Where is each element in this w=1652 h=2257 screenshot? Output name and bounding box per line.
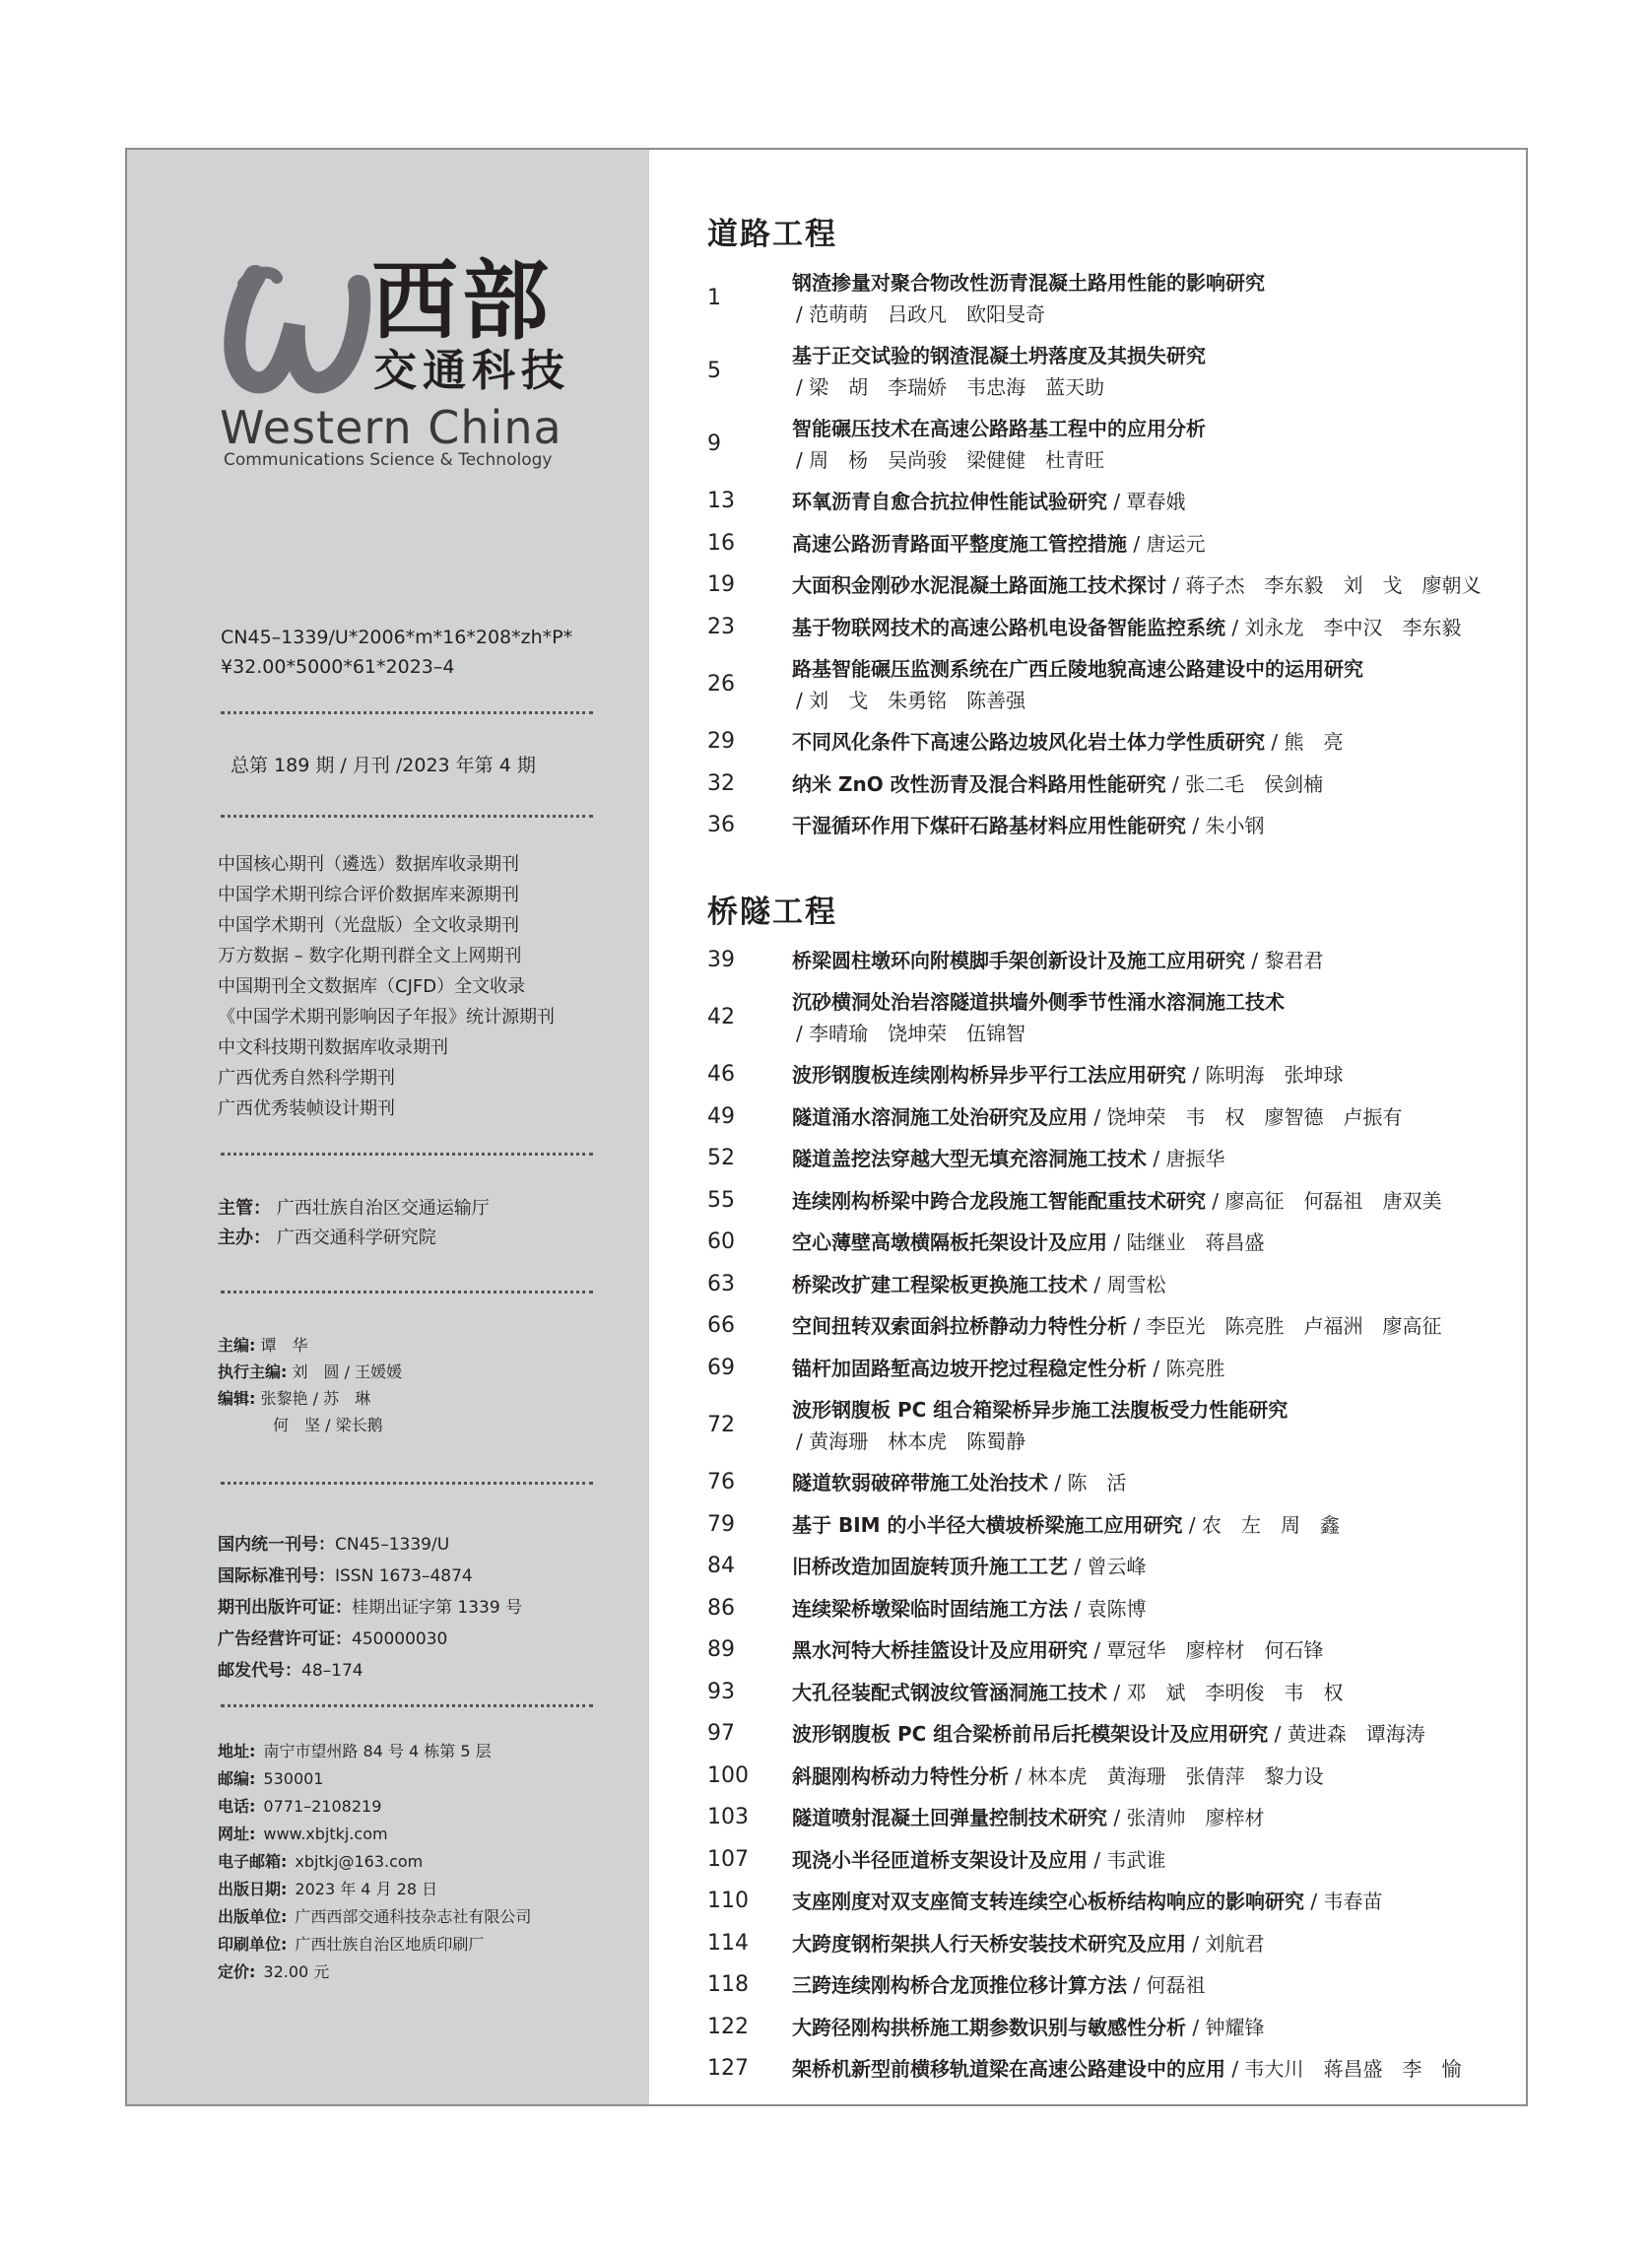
toc-article-title[interactable]: 干湿循环作用下煤矸石路基材料应用性能研究 [792, 814, 1186, 837]
toc-entry[interactable] [707, 987, 1515, 1048]
toc-authors: / 农 左 周 鑫 [1182, 1512, 1340, 1537]
toc-authors: / 覃春娥 [1107, 490, 1186, 513]
toc-entry[interactable] [707, 654, 1515, 715]
supervisor-value: 广西壮族自治区交通运输厅 [276, 1198, 490, 1219]
toc-page-number: 89 [707, 1637, 735, 1662]
toc-page-number: 69 [707, 1355, 735, 1380]
toc-page-number: 23 [707, 614, 735, 639]
toc-line [792, 487, 1185, 516]
contact-row [218, 1958, 612, 1986]
toc-authors: / 李晴瑜 饶坤荣 伍锦智 [796, 1022, 1026, 1045]
registration-row [218, 1624, 612, 1655]
organization [218, 1194, 612, 1253]
toc-page-number: 42 [707, 1005, 735, 1029]
registration-row [218, 1529, 612, 1560]
toc-article-title[interactable]: 基于正交试验的钢渣混凝土坍落度及其损失研究 [792, 344, 1206, 367]
toc-authors: / 蒋子杰 李东毅 刘 戈 廖朝义 [1166, 573, 1482, 597]
toc-entry[interactable] [707, 1761, 1515, 1791]
toc-authors: / 曾云峰 [1068, 1555, 1147, 1578]
toc-line [792, 1594, 1146, 1624]
indexing-list [218, 849, 612, 1124]
indexing-item: 广西优秀自然科学期刊 [218, 1068, 395, 1089]
toc-entry[interactable] [707, 2054, 1515, 2084]
toc-authors: / 覃冠华 廖梓材 何石锋 [1088, 1638, 1324, 1662]
toc-entry[interactable] [707, 1929, 1515, 1958]
page-frame [125, 148, 1528, 2106]
toc-page-number: 29 [707, 729, 735, 754]
toc-entry[interactable] [707, 341, 1515, 402]
registration-value: CN45–1339/U [335, 1535, 450, 1555]
toc-entry[interactable] [707, 1719, 1515, 1749]
toc-page-number: 63 [707, 1271, 735, 1296]
exec-editor-line [218, 1359, 612, 1385]
toc-authors: / 袁陈博 [1068, 1596, 1147, 1621]
toc-line [792, 1102, 1402, 1132]
toc-authors: / 陈亮胜 [1147, 1356, 1225, 1380]
toc-authors: / 周 杨 吴尚骏 梁健健 杜青旺 [796, 448, 1105, 472]
supervisor-line [218, 1194, 612, 1224]
toc-page-number: 36 [707, 813, 735, 837]
toc-article-title[interactable]: 桥梁改扩建工程梁板更换施工技术 [792, 1272, 1088, 1296]
toc-page-number: 93 [707, 1679, 735, 1704]
dotted-divider [221, 815, 593, 818]
toc-article-title[interactable]: 桥梁圆柱墩环向附模脚手架创新设计及施工应用研究 [792, 948, 1245, 972]
logo-subname-en: Communications Science & Technology [224, 450, 553, 470]
toc-line [792, 613, 1461, 642]
toc-article-title[interactable]: 空间扭转双索面斜拉桥静动力特性分析 [792, 1314, 1127, 1338]
toc-page-number: 72 [707, 1413, 735, 1437]
toc-article-title[interactable]: 隧道盖挖法穿越大型无填充溶洞施工技术 [792, 1147, 1147, 1170]
toc-authors: / 韦武谁 [1088, 1847, 1166, 1872]
toc-article-title[interactable]: 波形钢腹板连续刚构桥异步平行工法应用研究 [792, 1063, 1186, 1087]
registration-info [218, 1529, 612, 1687]
registration-value: 48–174 [301, 1661, 363, 1681]
toc-page-number: 5 [707, 359, 721, 383]
registration-value: 桂期出证字第 1339 号 [352, 1598, 523, 1618]
toc-line [792, 529, 1205, 559]
contact-value: 530001 [263, 1769, 324, 1788]
dotted-divider [221, 1291, 593, 1294]
toc-article-title[interactable]: 架桥机新型前横移轨道梁在高速公路建设中的应用 [792, 2057, 1225, 2081]
toc-authors: / 陈明海 张坤球 [1186, 1063, 1344, 1087]
contact-value: www.xbjtkj.com [263, 1825, 388, 1843]
contact-value: 南宁市望州路 84 号 4 栋第 5 层 [263, 1742, 492, 1760]
toc-article-title[interactable]: 连续梁桥墩梁临时固结施工方法 [792, 1596, 1068, 1621]
indexing-item: 广西优秀装帧设计期刊 [218, 1098, 395, 1119]
publication-code-line1: CN45–1339/U*2006*m*16*208*zh*P* [221, 627, 573, 648]
registration-label: 邮发代号： [218, 1661, 301, 1681]
toc-page-number: 103 [707, 1805, 749, 1829]
toc-entry[interactable] [707, 1270, 1515, 1299]
section-title: 桥隧工程 [707, 894, 837, 930]
contact-label: 邮编: [218, 1769, 256, 1788]
registration-label: 国内统一刊号： [218, 1535, 335, 1555]
toc-line [792, 414, 1206, 443]
toc-authors: / 熊 亮 [1265, 730, 1344, 754]
contact-value: 2023 年 4 月 28 日 [295, 1880, 438, 1898]
toc-authors: / 邓 斌 李明俊 韦 权 [1107, 1680, 1344, 1704]
toc-line [792, 987, 1285, 1017]
dotted-divider [221, 1704, 593, 1707]
sponsor-value: 广西交通科学研究院 [276, 1228, 436, 1248]
toc-authors: / 刘 戈 朱勇铭 陈善强 [796, 689, 1026, 712]
toc-entry[interactable] [707, 1144, 1515, 1173]
toc-article-title[interactable]: 隧道软弱破碎带施工处治技术 [792, 1471, 1048, 1494]
toc-authors: / 何磊祖 [1127, 1973, 1206, 1997]
toc-entry[interactable] [707, 769, 1515, 799]
toc-authors: / 刘永龙 李中汉 李东毅 [1225, 615, 1462, 639]
editors-line-2: 何 坚 / 梁长鹅 [273, 1416, 383, 1434]
sidebar [127, 150, 649, 2104]
toc-entry[interactable] [707, 946, 1515, 975]
toc-authors: / 黄进森 谭海涛 [1268, 1722, 1425, 1746]
toc-authors: / 刘航君 [1186, 1931, 1265, 1956]
toc-entry[interactable] [707, 1678, 1515, 1707]
contact-label: 地址: [218, 1742, 256, 1760]
toc-authors: / 梁 胡 李瑞娇 韦忠海 蓝天助 [796, 375, 1105, 399]
registration-value: 450000030 [352, 1629, 448, 1649]
toc-entry[interactable] [707, 529, 1515, 559]
toc-line [792, 1970, 1205, 2000]
toc-line [792, 1678, 1343, 1707]
toc-article-title[interactable]: 基于物联网技术的高速公路机电设备智能监控系统 [792, 615, 1225, 639]
toc-article-title[interactable]: 路基智能碾压监测系统在广西丘陵地貌高速公路建设中的运用研究 [792, 657, 1363, 681]
toc-authors: / 李臣光 陈亮胜 卢福洲 廖高征 [1127, 1314, 1442, 1338]
toc-entry[interactable] [707, 613, 1515, 642]
toc-page-number: 19 [707, 572, 735, 597]
toc-authors: / 陈 活 [1048, 1471, 1127, 1494]
toc-line [792, 1845, 1165, 1875]
toc-entry[interactable] [707, 1102, 1515, 1132]
toc-line [792, 1929, 1264, 1958]
toc-page-number: 52 [707, 1146, 735, 1170]
registration-value: ISSN 1673–4874 [335, 1566, 473, 1586]
toc-page-number: 84 [707, 1554, 735, 1578]
toc-page-number: 110 [707, 1889, 749, 1913]
editors [218, 1332, 612, 1438]
toc-authors: / 唐运元 [1127, 531, 1206, 556]
editors-label: 编辑: [218, 1389, 256, 1408]
toc-article-title[interactable]: 空心薄壁高墩横隔板托架设计及应用 [792, 1230, 1107, 1254]
sponsor-label: 主办： [218, 1228, 271, 1248]
toc-page-number: 79 [707, 1511, 735, 1537]
toc-line [792, 2054, 1461, 2084]
contact-row [218, 1931, 612, 1958]
toc-article-title[interactable]: 基于 BIM 的小半径大横坡桥梁施工应用研究 [792, 1512, 1183, 1537]
toc-authors: / 张二毛 侯剑楠 [1165, 771, 1324, 796]
toc-page-number: 66 [707, 1313, 735, 1338]
logo-w-mark-icon [216, 256, 373, 404]
contact-row [218, 1876, 612, 1903]
exec-editor-value: 刘 圆 / 王媛媛 [292, 1362, 403, 1381]
registration-row [218, 1655, 612, 1687]
toc-authors: / 钟耀锋 [1186, 2015, 1265, 2039]
toc-line [792, 1761, 1323, 1791]
toc-article-title[interactable]: 高速公路沥青路面平整度施工管控措施 [792, 531, 1127, 556]
toc-page-number: 107 [707, 1846, 749, 1872]
toc-line [792, 1186, 1441, 1216]
toc-entry[interactable] [707, 487, 1515, 516]
toc-article-title[interactable]: 不同风化条件下高速公路边坡风化岩土体力学性质研究 [792, 730, 1265, 754]
registration-label: 期刊出版许可证： [218, 1598, 352, 1618]
toc-page-number: 1 [707, 286, 721, 310]
toc-article-title[interactable]: 钢渣掺量对聚合物改性沥青混凝土路用性能的影响研究 [792, 271, 1265, 295]
contact-row [218, 1821, 612, 1848]
toc-article-title[interactable]: 连续刚构桥梁中跨合龙段施工智能配重技术研究 [792, 1188, 1206, 1213]
toc-line [792, 2013, 1264, 2042]
toc-page-number: 60 [707, 1229, 735, 1254]
toc-line [792, 1719, 1425, 1749]
toc-line [792, 341, 1206, 370]
toc-authors: / 唐振华 [1147, 1147, 1225, 1170]
registration-label: 广告经营许可证： [218, 1629, 352, 1649]
toc-authors: / 黄海珊 林本虎 陈蜀静 [796, 1429, 1026, 1453]
toc-line [792, 1552, 1146, 1581]
indexing-item: 《中国学术期刊影响因子年报》统计源期刊 [218, 1007, 555, 1028]
toc-authors: / 张清帅 廖梓材 [1107, 1806, 1265, 1829]
toc-page-number: 9 [707, 431, 721, 456]
contact-info [218, 1738, 612, 1986]
toc-entry[interactable] [707, 1060, 1515, 1090]
toc-article-title[interactable]: 波形钢腹板 PC 组合梁桥前吊后托模架设计及应用研究 [792, 1722, 1269, 1746]
toc-article-title[interactable]: 隧道涌水溶洞施工处治研究及应用 [792, 1104, 1088, 1129]
contact-row [218, 1738, 612, 1765]
toc-line [792, 1060, 1343, 1090]
toc-line [792, 811, 1264, 840]
toc-line [792, 1887, 1382, 1916]
contact-value: 广西壮族自治区地质印刷厂 [295, 1935, 485, 1954]
contact-label: 电话: [218, 1797, 256, 1816]
toc-page-number: 127 [707, 2056, 749, 2081]
indexing-item: 中文科技期刊数据库收录期刊 [218, 1037, 448, 1058]
contact-value: 32.00 元 [263, 1962, 330, 1981]
toc-line [792, 570, 1481, 600]
registration-label: 国际标准刊号： [218, 1566, 335, 1586]
toc-article-title[interactable]: 沉砂横洞处治岩溶隧道拱墙外侧季节性涌水溶洞施工技术 [792, 990, 1285, 1014]
journal-logo [216, 250, 629, 552]
contact-value: 广西西部交通科技杂志社有限公司 [295, 1907, 532, 1926]
toc-entry[interactable] [707, 1552, 1515, 1581]
toc-entry[interactable] [707, 2013, 1515, 2042]
toc-entry[interactable] [707, 268, 1515, 329]
toc-entry[interactable] [707, 1468, 1515, 1497]
section-title: 道路工程 [707, 217, 837, 252]
contact-value: 0771–2108219 [263, 1797, 382, 1816]
toc-article-title[interactable]: 大面积金刚砂水泥混凝土路面施工技术探讨 [792, 573, 1166, 597]
toc-article-title[interactable]: 大跨度钢桁架拱人行天桥安装技术研究及应用 [792, 1931, 1186, 1956]
toc-page-number: 13 [707, 489, 735, 513]
toc-article-title[interactable]: 现浇小半径匝道桥支架设计及应用 [792, 1847, 1088, 1872]
toc-page-number: 97 [707, 1721, 735, 1746]
dotted-divider [221, 711, 593, 714]
contact-label: 定价: [218, 1962, 256, 1981]
logo-subtitle-cn: 交通科技 [373, 346, 570, 396]
indexing-item: 中国核心期刊（遴选）数据库收录期刊 [218, 854, 519, 875]
chief-editor-label: 主编: [218, 1336, 256, 1355]
sponsor-line [218, 1224, 612, 1253]
indexing-item: 万方数据 – 数字化期刊群全文上网期刊 [218, 946, 522, 966]
contact-row [218, 1793, 612, 1821]
toc-entry[interactable] [707, 1970, 1515, 2000]
toc-authors: / 范萌萌 吕政凡 欧阳旻奇 [796, 302, 1046, 326]
toc-entry[interactable] [707, 414, 1515, 475]
toc-article-title[interactable]: 大孔径装配式钢波纹管涵洞施工技术 [792, 1680, 1107, 1704]
contact-row [218, 1848, 612, 1876]
chief-editor-line [218, 1332, 612, 1359]
toc-authors: / 韦春苗 [1304, 1890, 1383, 1913]
toc-entry[interactable] [707, 1803, 1515, 1832]
toc-article-title[interactable]: 旧桥改造加固旋转顶升施工工艺 [792, 1555, 1068, 1578]
contact-label: 出版单位: [218, 1907, 288, 1926]
toc-page-number: 39 [707, 947, 735, 972]
dotted-divider [221, 1482, 593, 1485]
registration-row [218, 1592, 612, 1624]
contact-label: 印刷单位: [218, 1935, 288, 1954]
toc-article-title[interactable]: 三跨连续刚构桥合龙顶推位移计算方法 [792, 1973, 1127, 1997]
toc-authors: / 林本虎 黄海珊 张倩萍 黎力设 [1009, 1763, 1324, 1788]
toc-entry[interactable] [707, 727, 1515, 757]
toc-line [792, 654, 1363, 684]
chief-editor-value: 谭 华 [260, 1336, 308, 1355]
toc-line [792, 1803, 1264, 1832]
toc-line [792, 727, 1343, 757]
toc-page-number: 122 [707, 2014, 749, 2039]
toc-page-number: 114 [707, 1930, 749, 1956]
toc-entry[interactable] [707, 1887, 1515, 1916]
toc-authors: / 陆继业 蒋昌盛 [1107, 1230, 1265, 1254]
toc-page-number: 86 [707, 1595, 735, 1621]
toc-line [792, 1354, 1224, 1383]
toc-line [792, 1228, 1264, 1257]
indexing-item: 中国期刊全文数据库（CJFD）全文收录 [218, 976, 526, 997]
contact-label: 出版日期: [218, 1880, 288, 1898]
toc-entry[interactable] [707, 1845, 1515, 1875]
toc-article-title[interactable]: 环氧沥青自愈合抗拉伸性能试验研究 [792, 490, 1107, 513]
toc-article-title[interactable]: 斜腿刚构桥动力特性分析 [792, 1763, 1009, 1788]
toc-article-title[interactable]: 大跨径刚构拱桥施工期参数识别与敏感性分析 [792, 2015, 1186, 2039]
registration-row [218, 1560, 612, 1592]
publication-code-line2: ¥32.00*5000*61*2023–4 [221, 656, 455, 678]
toc-article-title[interactable]: 锚杆加固路堑高边坡开挖过程稳定性分析 [792, 1356, 1147, 1380]
publication-code [221, 623, 615, 682]
contact-value: xbjtkj@163.com [295, 1852, 424, 1871]
toc-authors: / 廖高征 何磊祖 唐双美 [1206, 1188, 1442, 1213]
editors-value-1: 张黎艳 / 苏 琳 [260, 1389, 371, 1408]
toc-article-title[interactable]: 黑水河特大桥挂篮设计及应用研究 [792, 1638, 1088, 1662]
contact-label: 电子邮箱: [218, 1852, 288, 1871]
contact-label: 网址: [218, 1825, 256, 1843]
toc-page-number: 46 [707, 1062, 735, 1087]
toc-entry[interactable] [707, 1594, 1515, 1624]
contact-row [218, 1903, 612, 1931]
toc-page-number: 49 [707, 1103, 735, 1129]
contact-row [218, 1765, 612, 1793]
toc-article-title[interactable]: 支座刚度对双支座简支转连续空心板桥结构响应的影响研究 [792, 1890, 1304, 1913]
toc-entry[interactable] [707, 1311, 1515, 1341]
toc-line [792, 1311, 1441, 1341]
dotted-divider [221, 1153, 593, 1156]
supervisor-label: 主管： [218, 1198, 271, 1219]
toc-page-number: 16 [707, 530, 735, 556]
toc-line [792, 946, 1323, 975]
toc-entry[interactable] [707, 811, 1515, 840]
toc-entry[interactable] [707, 1228, 1515, 1257]
toc-line [792, 1144, 1224, 1173]
indexing-item: 中国学术期刊（光盘版）全文收录期刊 [218, 915, 519, 936]
toc-article-title[interactable]: 隧道喷射混凝土回弹量控制技术研究 [792, 1806, 1107, 1829]
toc-entry[interactable] [707, 1510, 1515, 1540]
toc-page-number: 100 [707, 1762, 749, 1788]
toc-line [792, 1635, 1323, 1665]
toc-line [792, 268, 1265, 298]
toc-line [792, 1510, 1340, 1540]
toc-article-title[interactable]: 纳米 ZnO 改性沥青及混合料路用性能研究 [792, 771, 1166, 796]
toc-line [792, 1468, 1126, 1497]
toc-article-title[interactable]: 波形钢腹板 PC 组合箱梁桥异步施工法腹板受力性能研究 [792, 1398, 1289, 1422]
toc-authors: / 饶坤荣 韦 权 廖智德 卢振有 [1088, 1104, 1403, 1129]
toc-line [792, 1395, 1288, 1425]
issue-info: 总第 189 期 / 月刊 /2023 年第 4 期 [231, 755, 536, 776]
toc-article-title[interactable]: 智能碾压技术在高速公路路基工程中的应用分析 [792, 417, 1206, 440]
toc-authors: / 朱小钢 [1186, 814, 1265, 837]
toc-page-number: 32 [707, 770, 735, 796]
toc-line [792, 1270, 1165, 1299]
toc-entry[interactable] [707, 1354, 1515, 1383]
toc-page-number: 76 [707, 1470, 735, 1494]
toc-page-number: 55 [707, 1187, 735, 1213]
indexing-item: 中国学术期刊综合评价数据库来源期刊 [218, 885, 519, 905]
editors-line [218, 1385, 612, 1412]
toc-page-number: 26 [707, 672, 735, 697]
logo-name-en: Western China [220, 401, 562, 454]
toc-line [792, 769, 1323, 799]
toc-authors: / 周雪松 [1088, 1272, 1166, 1296]
exec-editor-label: 执行主编: [218, 1362, 288, 1381]
logo-title-cn: 西部 [371, 250, 554, 352]
toc-page-number: 118 [707, 1972, 749, 1997]
toc-entry[interactable] [707, 1395, 1515, 1456]
toc-entry[interactable] [707, 1635, 1515, 1665]
table-of-contents [649, 150, 1526, 2104]
toc-authors: / 韦大川 蒋昌盛 李 愉 [1225, 2057, 1462, 2081]
toc-authors: / 黎君君 [1245, 948, 1324, 972]
toc-entry[interactable] [707, 570, 1515, 600]
toc-entry[interactable] [707, 1186, 1515, 1216]
